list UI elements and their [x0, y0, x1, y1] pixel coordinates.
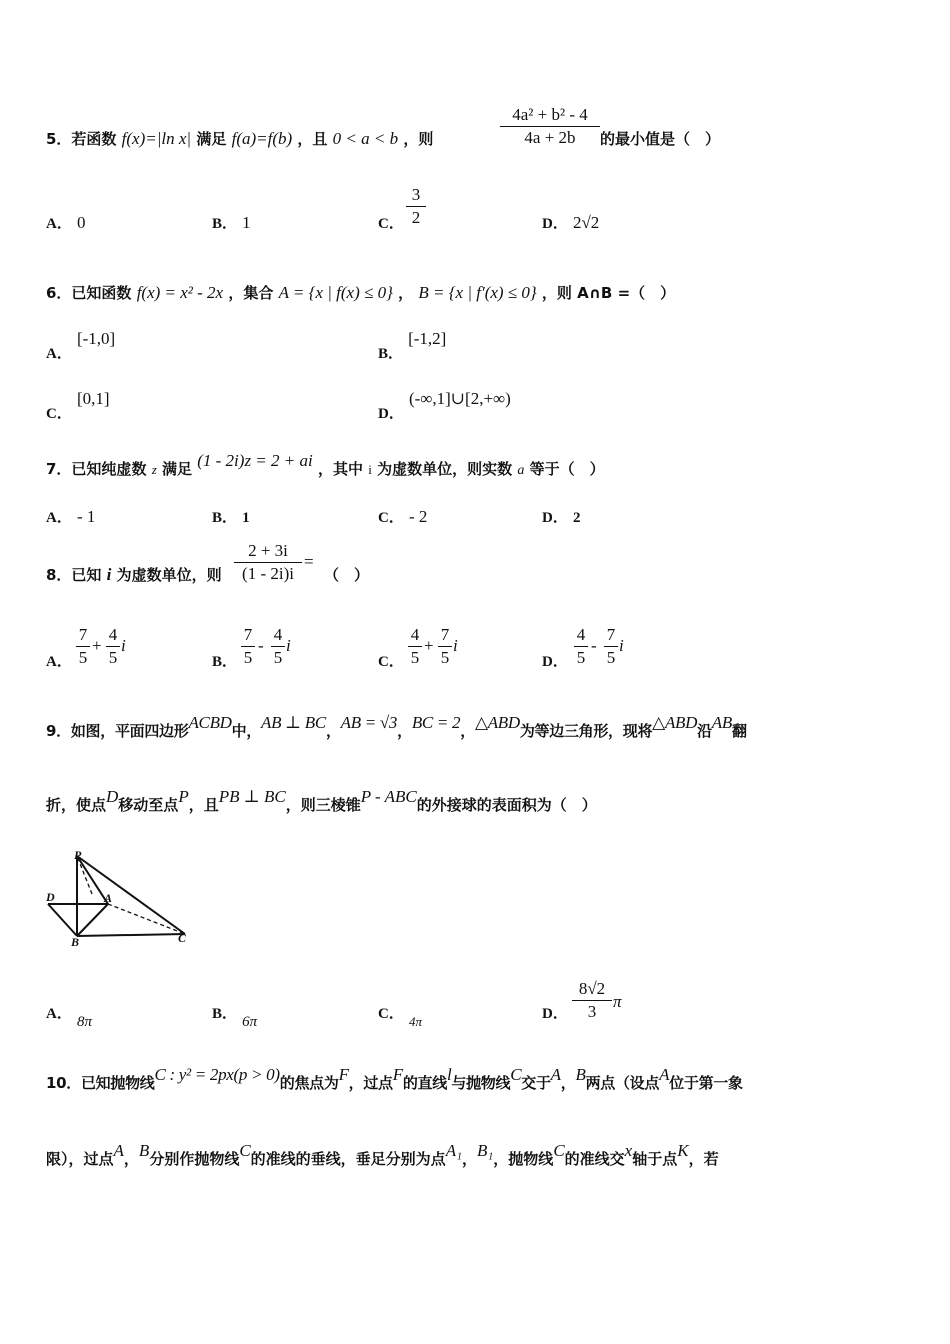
- option-label: C．: [378, 654, 404, 670]
- q9-line1-math: AB: [711, 713, 732, 732]
- q10-line1-math: F: [392, 1065, 403, 1084]
- q7-math-eq: (1 - 2i)z = 2 + ai: [197, 451, 313, 470]
- q10-line1-text: 交于: [521, 1074, 551, 1092]
- frac-denominator: 3: [587, 1002, 597, 1021]
- q10-line1-text: 位于第一象: [669, 1074, 743, 1092]
- frac-denominator: 5: [606, 648, 616, 667]
- q8-d-op: -: [591, 636, 597, 655]
- q8-text: 为虚数单位，则: [116, 566, 222, 584]
- option-value: - 2: [408, 507, 428, 526]
- q9-line1-text: ，: [460, 722, 475, 740]
- q8-c-i: i: [453, 636, 458, 655]
- q5-stem-end: 的最小值是（ ）: [600, 130, 721, 148]
- q8-c-frac1: [408, 624, 422, 669]
- q10-line2-text: ，抛物线: [493, 1150, 554, 1168]
- frac-numerator: 4: [410, 625, 420, 644]
- q9-option-d[interactable]: [542, 1002, 568, 1023]
- q9-line1-math: ACBD: [188, 713, 232, 732]
- option-value: 4π: [408, 1014, 422, 1029]
- option-label: D．: [542, 654, 568, 670]
- q5-math-cond: f(a)=f(b): [231, 129, 293, 148]
- q10-line1-math: A: [550, 1065, 561, 1084]
- option-label: A．: [46, 216, 72, 232]
- frac-numerator: 4: [273, 625, 283, 644]
- option-label: D．: [542, 1006, 568, 1022]
- q5-text: ，且: [297, 130, 328, 148]
- q8-option-d[interactable]: [542, 650, 568, 671]
- q5-option-b[interactable]: [212, 212, 251, 233]
- q9-line1-math: AB = √3: [340, 713, 398, 732]
- option-label: A．: [46, 346, 72, 362]
- q5-text: 5．若函数: [46, 130, 117, 148]
- option-value: [-1,2]: [408, 329, 447, 348]
- q10-line2-text: ，: [461, 1150, 477, 1168]
- q6-option-c[interactable]: [46, 388, 110, 422]
- q8-a-frac1: [76, 624, 90, 669]
- q7-option-d[interactable]: [542, 506, 580, 527]
- option-value: (-∞,1]∪[2,+∞): [408, 389, 511, 408]
- option-label: B．: [212, 510, 238, 526]
- option-label: A．: [46, 510, 72, 526]
- option-label: C．: [378, 1006, 404, 1022]
- q5-frac-numerator: 4a² + b² - 4: [512, 105, 588, 124]
- q8-d-i: i: [619, 636, 624, 655]
- q10-line2-text: 的准线交: [564, 1150, 625, 1168]
- q10-line2-math: C: [553, 1141, 565, 1160]
- q10-line2-math: A: [113, 1141, 124, 1160]
- q9-line2-math: P: [178, 787, 189, 806]
- frac-numerator: 8√2: [578, 979, 606, 998]
- option-label: D．: [542, 510, 568, 526]
- q6-text: 6．已知函数: [46, 284, 132, 302]
- q5-frac-denominator: 4a + 2b: [524, 128, 576, 147]
- q9-line1-math: AB ⊥ BC: [261, 713, 326, 732]
- q8-a-op: +: [92, 636, 102, 655]
- q9-figure: [40, 846, 200, 952]
- q9-line1-math: △ABD: [652, 713, 698, 732]
- q10-line1-math: l: [446, 1065, 452, 1084]
- option-label: A．: [46, 1006, 72, 1022]
- frac-numerator: 7: [606, 625, 616, 644]
- frac-numerator: 7: [243, 625, 253, 644]
- q8-c-frac2: [438, 624, 452, 669]
- q5-stem: [46, 128, 433, 149]
- q7-stem: [46, 451, 605, 479]
- q5-fraction: [500, 104, 600, 149]
- q10-line2-math: C: [239, 1141, 251, 1160]
- q10-line2-math: x: [624, 1141, 633, 1160]
- q9-option-d-fraction: [572, 978, 612, 1023]
- q9-line1-text: ，: [397, 722, 412, 740]
- q10-line2-math: B₁: [477, 1141, 494, 1160]
- frac-denominator: 5: [108, 648, 118, 667]
- frac-numerator: 7: [78, 625, 88, 644]
- option-label: C．: [46, 406, 72, 422]
- option-value: 0: [76, 213, 86, 232]
- q9-line1-text: 沿: [697, 722, 712, 740]
- q6-text: ，集合: [228, 284, 274, 302]
- q6-option-d[interactable]: [378, 388, 511, 422]
- q6-text: ，则 A∩B =（ ）: [541, 284, 676, 302]
- q8-d-frac1: [574, 624, 588, 669]
- q10-line2-text: ，若: [688, 1150, 719, 1168]
- q7-option-a[interactable]: [46, 506, 95, 527]
- q9-line1-text: 为等边三角形，现将: [519, 722, 653, 740]
- q10-stem-line1: [46, 1065, 743, 1093]
- q9-option-b[interactable]: [212, 1002, 258, 1030]
- q10-line1-math: B: [575, 1065, 586, 1084]
- q7-math-a: a: [517, 463, 525, 478]
- q5-text: ，则: [403, 130, 434, 148]
- option-label: B．: [212, 1006, 238, 1022]
- frac-denominator: 5: [243, 648, 253, 667]
- q9-line2-math: P - ABC: [360, 787, 417, 806]
- frac-numerator: 4: [108, 625, 118, 644]
- q8-fraction: [234, 540, 302, 585]
- q10-line1-text: 与抛物线: [451, 1074, 511, 1092]
- q5-math-ineq: 0 < a < b: [332, 129, 399, 148]
- q7-text: ，其中: [317, 460, 363, 478]
- q8-b-frac2: [271, 624, 285, 669]
- q9-line1-text: 9．如图，平面四边形: [46, 722, 189, 740]
- q10-line1-text: 的直线: [402, 1074, 447, 1092]
- q7-text: 为虚数单位，则实数: [377, 460, 513, 478]
- q7-text: 满足: [161, 460, 192, 478]
- q8-option-c[interactable]: [378, 650, 404, 671]
- q5-option-d[interactable]: [542, 212, 599, 233]
- q9-stem-line2: [46, 787, 597, 815]
- q8-math-i: i: [106, 565, 112, 584]
- q10-line1-text: 10．已知抛物线: [46, 1074, 155, 1092]
- q8-frac-denominator: (1 - 2i)i: [242, 564, 294, 583]
- q9-line2-text: ，则三棱锥: [285, 796, 361, 814]
- option-value: 1: [242, 213, 251, 232]
- frac-denominator: 5: [440, 648, 450, 667]
- frac-denominator: 5: [273, 648, 283, 667]
- q9-stem-line1: [46, 713, 747, 741]
- q8-option-b[interactable]: [212, 650, 237, 671]
- figure-label-b: B: [71, 935, 80, 949]
- q8-c-op: +: [424, 636, 434, 655]
- q8-b-op: -: [258, 636, 264, 655]
- option-label: D．: [378, 406, 404, 422]
- option-value: - 1: [76, 507, 96, 526]
- q9-line1-text: ，: [325, 722, 341, 740]
- frac-denominator: 5: [576, 648, 586, 667]
- q9-option-d-pi: π: [613, 992, 622, 1011]
- q7-text: 7．已知纯虚数: [46, 460, 147, 478]
- option-value: 1: [242, 510, 250, 526]
- q10-line1-math: F: [338, 1065, 349, 1084]
- q6-stem: [46, 282, 675, 303]
- option-value: 2√2: [572, 213, 600, 232]
- option-label: B．: [212, 654, 238, 670]
- q10-line2-math: K: [677, 1141, 689, 1160]
- q9-line2-text: 折，使点: [46, 796, 107, 814]
- q6-math-setB: B = {x | f′(x) ≤ 0}: [418, 283, 537, 302]
- q8-option-a[interactable]: [46, 650, 72, 671]
- figure-label-p: P: [74, 848, 82, 862]
- figure-label-d: D: [46, 890, 55, 904]
- q8-b-frac1: [241, 624, 255, 669]
- frac-numerator: 3: [411, 185, 421, 204]
- option-value: [0,1]: [76, 389, 110, 408]
- option-label: B．: [212, 216, 238, 232]
- q10-line1-math: A: [659, 1065, 670, 1084]
- frac-denominator: 5: [78, 648, 88, 667]
- q10-line2-text: 分别作抛物线: [149, 1150, 240, 1168]
- q10-line2-text: ，: [123, 1150, 139, 1168]
- q9-line1-math: △ABD: [474, 713, 520, 732]
- option-value: 8π: [76, 1014, 92, 1030]
- q9-line2-math: PB ⊥ BC: [218, 787, 286, 806]
- frac-denominator: 2: [411, 208, 421, 227]
- q9-line1-text: 中，: [231, 722, 262, 740]
- q10-line1-text: ，过点: [348, 1074, 393, 1092]
- q6-option-a[interactable]: [46, 328, 116, 362]
- q10-line1-math: C : y² = 2px(p > 0): [154, 1065, 280, 1084]
- q5-option-a[interactable]: [46, 212, 85, 233]
- q8-stem: [46, 564, 222, 585]
- q10-line1-text: 两点（设点: [585, 1074, 660, 1092]
- frac-denominator: 5: [410, 648, 420, 667]
- q6-option-b[interactable]: [378, 328, 447, 362]
- q6-math-fx: f(x) = x² - 2x: [136, 283, 224, 302]
- q9-line2-text: 移动至点: [118, 796, 179, 814]
- q5-option-c-fraction: [406, 184, 426, 229]
- option-value: [-1,0]: [76, 329, 116, 348]
- figure-label-c: C: [178, 931, 187, 945]
- frac-numerator: 4: [576, 625, 586, 644]
- q5-math-fx: f(x)=|ln x|: [121, 129, 192, 148]
- q8-a-frac2: [106, 624, 120, 669]
- q8-d-frac2: [604, 624, 618, 669]
- q9-line1-text: 翻: [731, 722, 747, 740]
- q8-frac-numerator: 2 + 3i: [248, 541, 288, 560]
- q10-line1-text: 的焦点为: [279, 1074, 339, 1092]
- option-value: 2: [572, 510, 581, 526]
- frac-numerator: 7: [440, 625, 450, 644]
- q8-b-i: i: [286, 636, 291, 655]
- q10-line2-math: A₁: [445, 1141, 462, 1160]
- option-label: C．: [378, 216, 404, 232]
- q10-line2-text: 的准线的垂线，垂足分别为点: [250, 1150, 446, 1168]
- q9-line2-text: ，且: [188, 796, 219, 814]
- q7-option-b[interactable]: [212, 506, 250, 527]
- q8-stem-end: （ ）: [324, 566, 370, 584]
- q10-line1-math: C: [510, 1065, 522, 1084]
- q7-text: 等于（ ）: [529, 460, 605, 478]
- q6-math-setA: A = {x | f(x) ≤ 0}: [278, 283, 393, 302]
- q10-stem-line2: [46, 1141, 719, 1169]
- q10-line2-text: 限），过点: [46, 1150, 114, 1168]
- option-label: A．: [46, 654, 72, 670]
- option-label: D．: [542, 216, 568, 232]
- q10-line1-text: ，: [560, 1074, 576, 1092]
- q7-math-z: z: [151, 462, 157, 477]
- q9-option-c[interactable]: [378, 1002, 422, 1029]
- q5-option-c[interactable]: [378, 212, 404, 233]
- q9-option-a[interactable]: [46, 1002, 92, 1030]
- option-value: 6π: [242, 1014, 258, 1030]
- q8-equals: =: [304, 552, 314, 571]
- q8-a-i: i: [121, 636, 126, 655]
- q8-text: 8．已知: [46, 566, 102, 584]
- q5-text: 满足: [196, 130, 227, 148]
- q10-line2-text: 轴于点: [632, 1150, 678, 1168]
- q7-math-i: i: [368, 462, 372, 477]
- option-label: B．: [378, 346, 404, 362]
- q9-line2-text: 的外接球的表面积为（ ）: [416, 796, 597, 814]
- q10-line2-math: B: [138, 1141, 150, 1160]
- q9-line1-math: BC = 2: [411, 713, 461, 732]
- q7-option-c[interactable]: [378, 506, 427, 527]
- option-label: C．: [378, 510, 404, 526]
- q9-line2-math: D: [106, 787, 119, 806]
- figure-label-a: A: [104, 891, 113, 905]
- q6-text: ，: [398, 284, 414, 302]
